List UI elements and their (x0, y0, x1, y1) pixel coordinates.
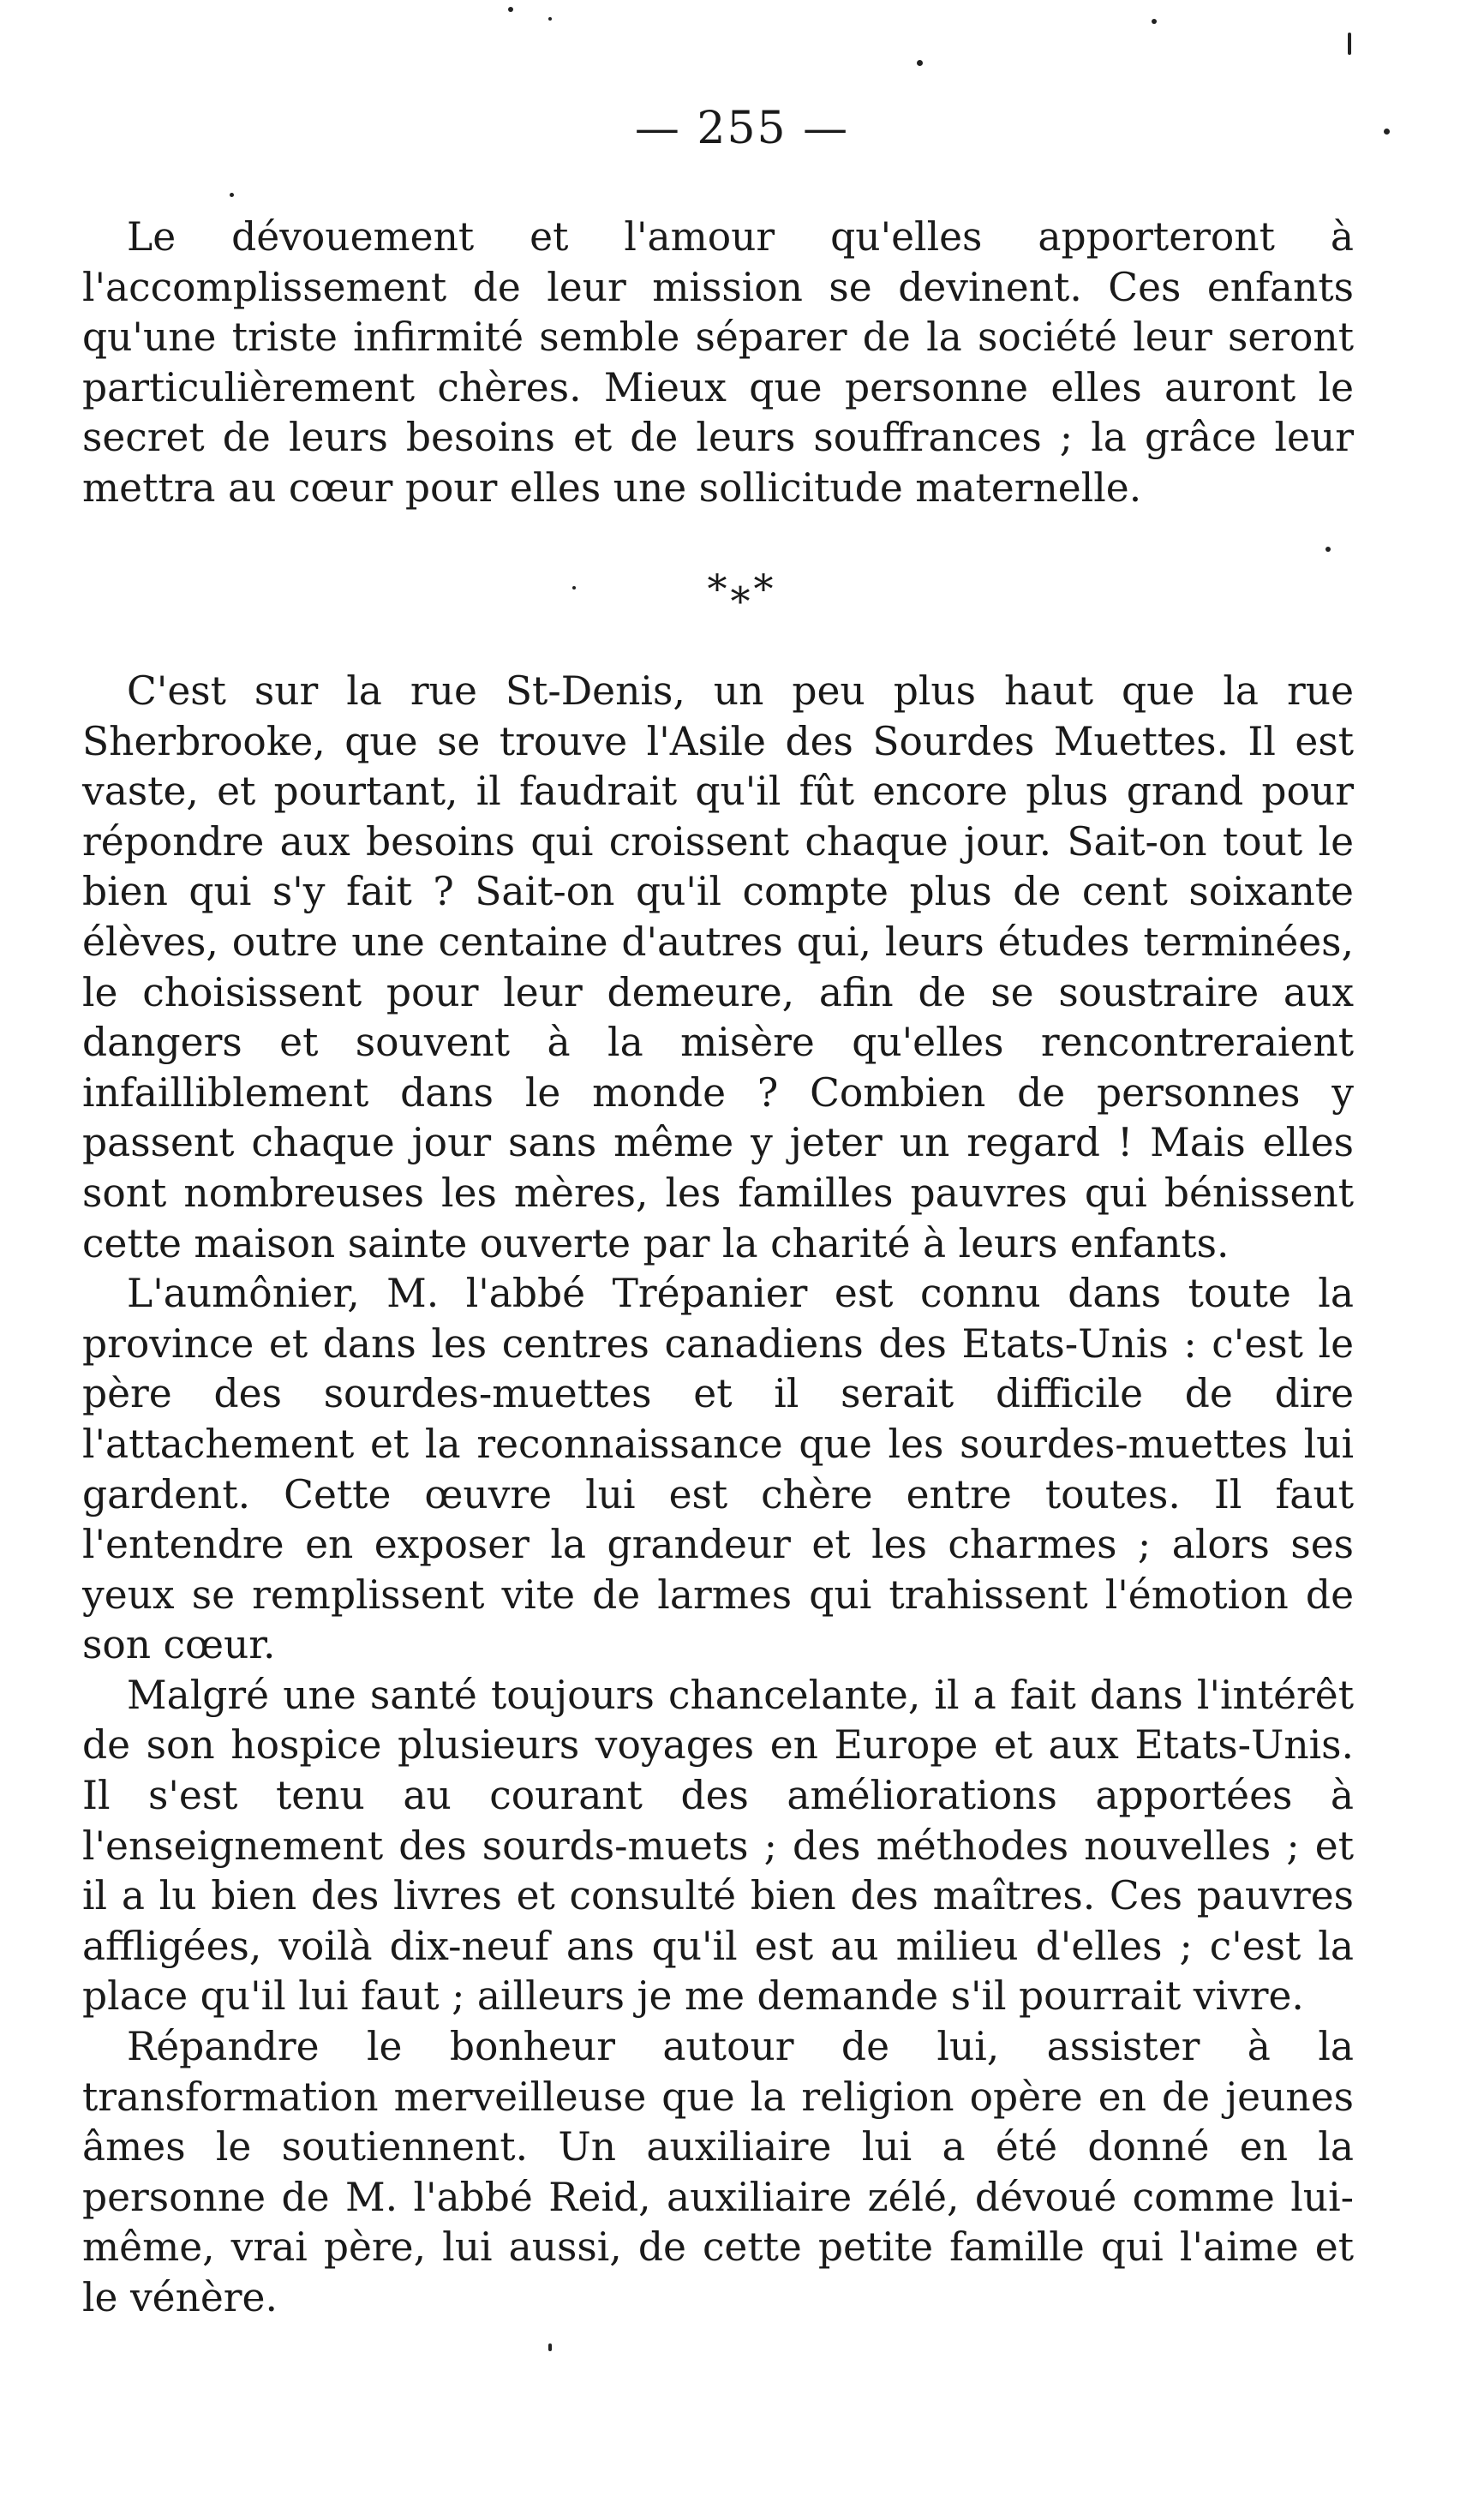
paragraph: L'aumônier, M. l'abbé Trépanier est connu dans toute la province et dans les centres canadiens des Etats-Unis : c'est le père des sourdes-muettes et il serait difficile de dire l'attachement et la reconnaissance que les sourdes-muettes lui gardent. Cette œuvre lui est chère entre toutes. Il faut l'entendre en exposer la grandeur et les charmes ; alors ses yeux se remplissent vite de larmes qui trahissent l'émotion de son cœur. (82, 1271, 1354, 1668)
paragraph: C'est sur la rue St-Denis, un peu plus haut que la rue Sherbrooke, que se trouve l'Asile des Sourdes Muettes. Il est vaste, et pourtant, il faudrait qu'il fût encore plus grand pour répondre aux besoins qui croissent chaque jour. Sait-on tout le bien qui s'y fait ? Sait-on qu'il compte plus de cent soixante élèves, outre une centaine d'autres qui, leurs études terminées, le choisissent pour leur demeure, afin de se soustraire aux dangers et souvent à la misère qu'elles rencontreraient infailliblement dans le monde ? Combien de personnes y passent chaque jour sans même y jeter un regard ! Mais elles sont nombreuses les mères, les familles pauvres qui bénissent cette maison sainte ouverte par la charité à leurs enfants. (82, 668, 1354, 1266)
paragraph: Malgré une santé toujours chancelante, il a fait dans l'intérêt de son hospice plusieurs voyages en Europe et aux Etats-Unis. Il s'est tenu au courant des améliorations apportées à l'enseignement des sourds-muets ; des méthodes nouvelles ; et il a lu bien des livres et consulté bien des maîtres. Ces pauvres affligées, voilà dix-neuf ans qu'il est au milieu d'elles ; c'est la place qu'il lui faut ; ailleurs je me demande s'il pourrait vivre. (82, 1672, 1354, 2020)
scan-speck (1325, 547, 1331, 552)
scan-speck (1348, 33, 1351, 55)
text-block-top (82, 212, 1354, 514)
page-number: — 255 — (634, 103, 850, 154)
scan-speck (548, 2343, 552, 2351)
scan-speck (917, 60, 923, 66)
scan-speck (230, 193, 234, 197)
scan-speck (572, 586, 576, 590)
scan-speck (508, 7, 513, 12)
scan-speck (1384, 129, 1390, 135)
text-block-main (82, 667, 1354, 2324)
scan-speck (1152, 19, 1157, 24)
scan-speck (548, 17, 552, 21)
asterism-separator: *⁎* (707, 566, 777, 612)
paragraph: Le dévouement et l'amour qu'elles apporteront à l'accomplissement de leur mission se devinent. Ces enfants qu'une triste infirmité semble séparer de la société leur seront particulièrement chères. Mieux que personne elles auront le secret de leurs besoins et de leurs souffrances ; la grâce leur mettra au cœur pour elles une sollicitude maternelle. (82, 214, 1354, 511)
paragraph: Répandre le bonheur autour de lui, assister à la transformation merveilleuse que la religion opère en de jeunes âmes le soutiennent. Un auxiliaire lui a été donné en la personne de M. l'abbé Reid, auxiliaire zélé, dévoué comme lui-même, vrai père, lui aussi, de cette petite famille qui l'aime et le vénère. (82, 2024, 1354, 2320)
